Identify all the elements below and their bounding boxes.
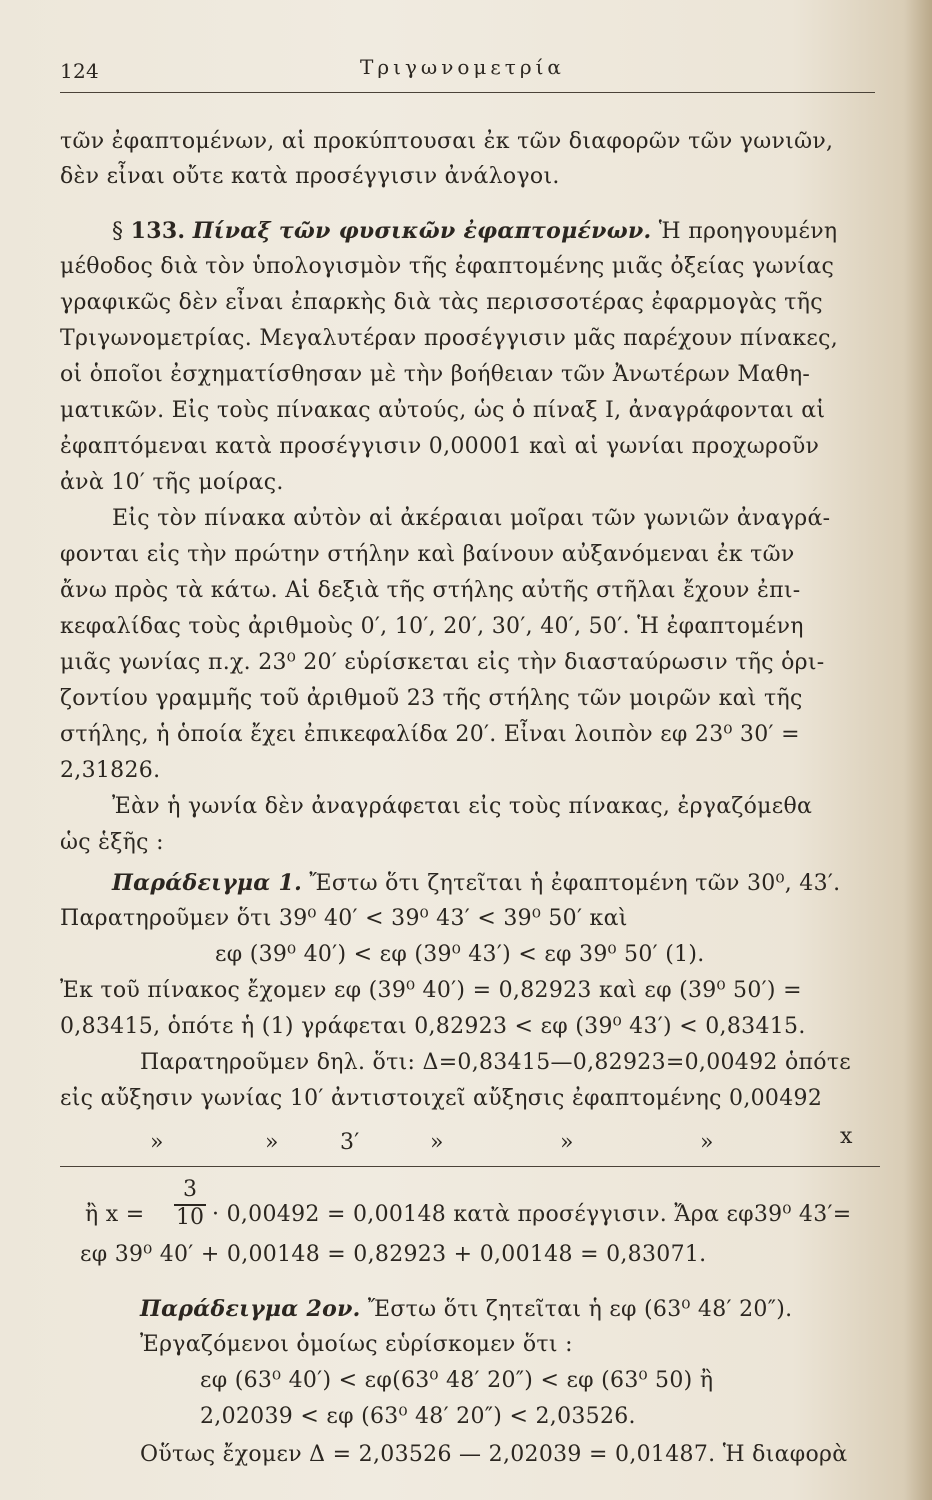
text-line-11: φονται εἰς τὴν πρώτην στήλην καὶ βαίνουν αὐξανόμεναι ἐκ τῶν xyxy=(60,542,795,567)
separator-rule xyxy=(60,1166,880,1167)
section-symbol: § xyxy=(112,219,124,244)
fraction-rest: · 0,00492 = 0,00148 κατὰ προσέγγισιν. Ἄρα εφ39⁰ 43′= xyxy=(212,1202,852,1227)
example-1-rest: Ἔστω ὅτι ζητεῖται ἡ ἐφαπτομένη τῶν 30⁰, 43′. xyxy=(302,871,841,896)
text-line-3: μέθοδος διὰ τὸν ὑπολογισμὸν τῆς ἐφαπτομένης μιᾶς ὀξείας γωνίας xyxy=(60,254,835,279)
text-line-18: Ἐὰν ἡ γωνία δὲν ἀναγράφεται εἰς τοὺς πίνακας, ἐργαζόμεθα xyxy=(112,794,813,819)
text-line-17: 2,31826. xyxy=(60,758,161,783)
example-2-rest: Ἔστω ὅτι ζητεῖται ἡ εφ (63⁰ 48′ 20″). xyxy=(360,1297,793,1322)
proportion-mark-5: » xyxy=(560,1130,574,1155)
text-line-5: Τριγωνομετρίας. Μεγαλυτέραν προσέγγισιν μᾶς παρέχουν πίνακες, xyxy=(60,326,838,351)
section-rest: Ἡ προηγουμένη xyxy=(651,219,838,244)
fraction-denominator: 10 xyxy=(176,1205,204,1230)
text-line-7: ματικῶν. Εἰς τοὺς πίνακας αὐτούς, ὡς ὁ πίναξ I, ἀναγράφονται αἱ xyxy=(60,398,826,423)
proportion-mark-4: » xyxy=(430,1130,444,1155)
fraction-numerator: 3 xyxy=(183,1177,197,1202)
text-line-8: ἐφαπτόμεναι κατὰ προσέγγισιν 0,00001 καὶ αἱ γωνίαι προχωροῦν xyxy=(60,434,820,459)
proportion-mark-6: » xyxy=(700,1130,714,1155)
text-line-14: μιᾶς γωνίας π.χ. 23⁰ 20′ εὑρίσκεται εἰς τὴν διασταύρωσιν τῆς ὁρι- xyxy=(60,650,825,675)
text-line-2: δὲν εἶναι οὔτε κατὰ προσέγγισιν ἀνάλογοι. xyxy=(60,164,560,189)
text-line-21: εφ (39⁰ 40′) < εφ (39⁰ 43′) < εφ 39⁰ 50′ (1). xyxy=(215,942,705,967)
text-line-12: ἄνω πρὸς τὰ κάτω. Αἱ δεξιὰ τῆς στήλης αὐτῆς στῆλαι ἔχουν ἐπι- xyxy=(60,578,801,603)
page-number: 124 xyxy=(60,59,100,83)
example-2-heading xyxy=(140,1294,792,1325)
text-line-30: Οὕτως ἔχομεν Δ = 2,03526 — 2,02039 = 0,01487. Ἡ διαφορὰ xyxy=(140,1442,848,1467)
text-line-28: εφ (63⁰ 40′) < εφ(63⁰ 48′ 20″) < εφ (63⁰ 50) ἢ xyxy=(200,1368,714,1393)
text-line-9: ἀνὰ 10′ τῆς μοίρας. xyxy=(60,470,284,495)
text-line-26: εφ 39⁰ 40′ + 0,00148 = 0,82923 + 0,00148 = 0,83071. xyxy=(80,1242,707,1267)
proportion-mark-3: 3′ xyxy=(340,1130,360,1155)
proportion-mark-1: » xyxy=(150,1130,164,1155)
text-line-13: κεφαλίδας τοὺς ἀριθμοὺς 0′, 10′, 20′, 30′, 40′, 50′. Ἡ ἐφαπτομένη xyxy=(60,614,804,639)
section-heading xyxy=(112,216,837,247)
running-title: Τριγωνομετρία xyxy=(360,55,565,79)
text-line-6: οἱ ὁποῖοι ἐσχηματίσθησαν μὲ τὴν βοήθειαν τῶν Ἀνωτέρων Μαθη- xyxy=(60,362,811,387)
header-rule xyxy=(60,92,875,93)
proportion-mark-7: x xyxy=(840,1124,853,1149)
text-line-29: 2,02039 < εφ (63⁰ 48′ 20″) < 2,03526. xyxy=(200,1404,636,1429)
text-line-16: στήλης, ἡ ὁποία ἔχει ἐπικεφαλίδα 20′. Εἶναι λοιπὸν εφ 23⁰ 30′ = xyxy=(60,722,800,747)
fraction-lead: ἢ x = xyxy=(85,1202,145,1227)
example-1-label: Παράδειγμα 1. xyxy=(112,870,303,896)
example-2-label: Παράδειγμα 2ον. xyxy=(140,1296,361,1322)
text-line-10: Εἰς τὸν πίνακα αὐτὸν αἱ ἀκέραιαι μοῖραι τῶν γωνιῶν ἀναγρά- xyxy=(112,506,831,531)
text-line-15: ζοντίου γραμμῆς τοῦ ἀριθμοῦ 23 τῆς στήλης τῶν μοιρῶν καὶ τῆς xyxy=(60,686,803,711)
text-line-25: εἰς αὔξησιν γωνίας 10′ ἀντιστοιχεῖ αὔξησις ἐφαπτομένης 0,00492 xyxy=(60,1086,823,1111)
section-number: 133. xyxy=(130,218,186,244)
text-line-24: Παρατηροῦμεν δηλ. ὅτι: Δ=0,83415—0,82923=0,00492 ὁπότε xyxy=(140,1050,851,1075)
example-1-heading xyxy=(112,868,840,899)
text-line-23: 0,83415, ὁπότε ἡ (1) γράφεται 0,82923 < εφ (39⁰ 43′) < 0,83415. xyxy=(60,1014,806,1039)
proportion-mark-2: » xyxy=(265,1130,279,1155)
text-line-4: γραφικῶς δὲν εἶναι ἐπαρκὴς διὰ τὰς περισσοτέρας ἐφαρμογὰς τῆς xyxy=(60,290,823,315)
section-title: Πίναξ τῶν φυσικῶν ἐφαπτομένων. xyxy=(192,218,652,244)
text-line-20: Παρατηροῦμεν ὅτι 39⁰ 40′ < 39⁰ 43′ < 39⁰ 50′ καὶ xyxy=(60,906,628,931)
text-line-22: Ἐκ τοῦ πίνακος ἔχομεν εφ (39⁰ 40′) = 0,82923 καὶ εφ (39⁰ 50′) = xyxy=(60,978,802,1003)
text-line-1: τῶν ἐφαπτομένων, αἱ προκύπτουσαι ἐκ τῶν διαφορῶν τῶν γωνιῶν, xyxy=(60,129,834,154)
text-line-27: Ἐργαζόμενοι ὁμοίως εὑρίσκομεν ὅτι : xyxy=(140,1332,573,1357)
text-line-19: ὡς ἑξῆς : xyxy=(60,830,164,855)
